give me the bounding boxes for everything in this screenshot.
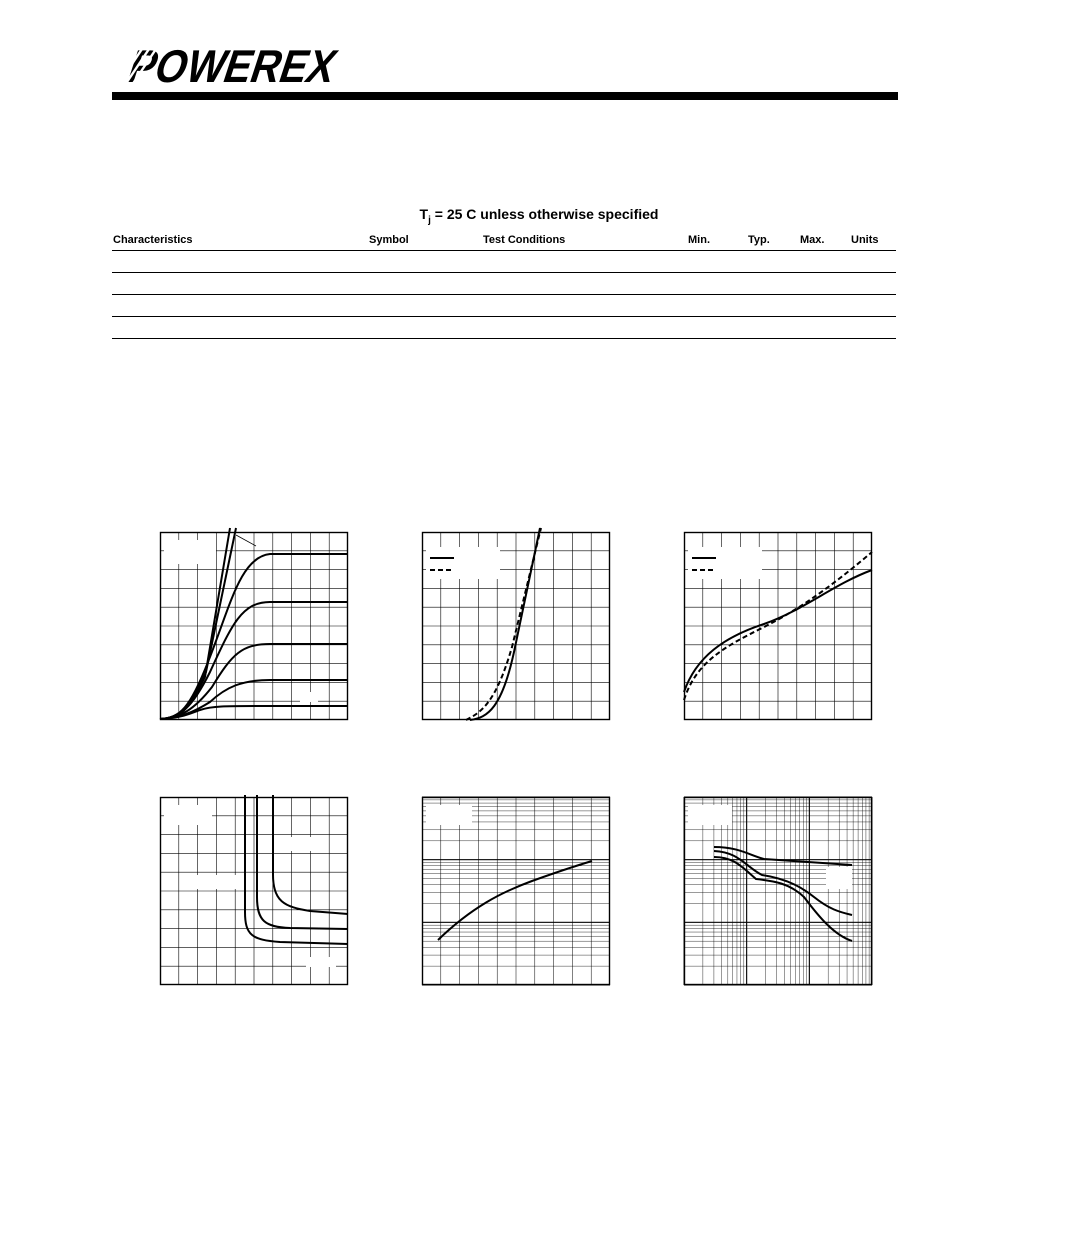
col-max: Max. bbox=[800, 234, 825, 246]
svg-text:POWEREX: POWEREX bbox=[121, 41, 374, 93]
chart-log-rising bbox=[422, 797, 611, 986]
col-symbol: Symbol bbox=[369, 234, 409, 246]
header-rule bbox=[112, 92, 898, 100]
table-header bbox=[112, 232, 896, 251]
col-test-conditions: Test Conditions bbox=[483, 234, 566, 246]
col-min: Min. bbox=[688, 234, 710, 246]
powerex-logo bbox=[112, 41, 374, 93]
col-units: Units bbox=[851, 234, 879, 246]
chart-output-characteristics bbox=[160, 532, 349, 721]
tj-subscript: j bbox=[428, 215, 431, 226]
characteristics-table bbox=[112, 232, 896, 339]
table-row bbox=[112, 317, 896, 339]
chart-transfer-characteristics bbox=[422, 532, 611, 721]
table-row bbox=[112, 251, 896, 273]
chart-rising-characteristic bbox=[684, 532, 873, 721]
chart-capacitance bbox=[684, 797, 873, 986]
table-row bbox=[112, 295, 896, 317]
chart-saturation-curves bbox=[160, 797, 349, 986]
tj-symbol: T bbox=[419, 206, 429, 222]
col-characteristics: Characteristics bbox=[113, 234, 193, 246]
col-typ: Typ. bbox=[748, 234, 770, 246]
table-row bbox=[112, 273, 896, 295]
conditions-title bbox=[0, 206, 1078, 226]
conditions-text: = 25 C unless otherwise specified bbox=[434, 206, 659, 222]
